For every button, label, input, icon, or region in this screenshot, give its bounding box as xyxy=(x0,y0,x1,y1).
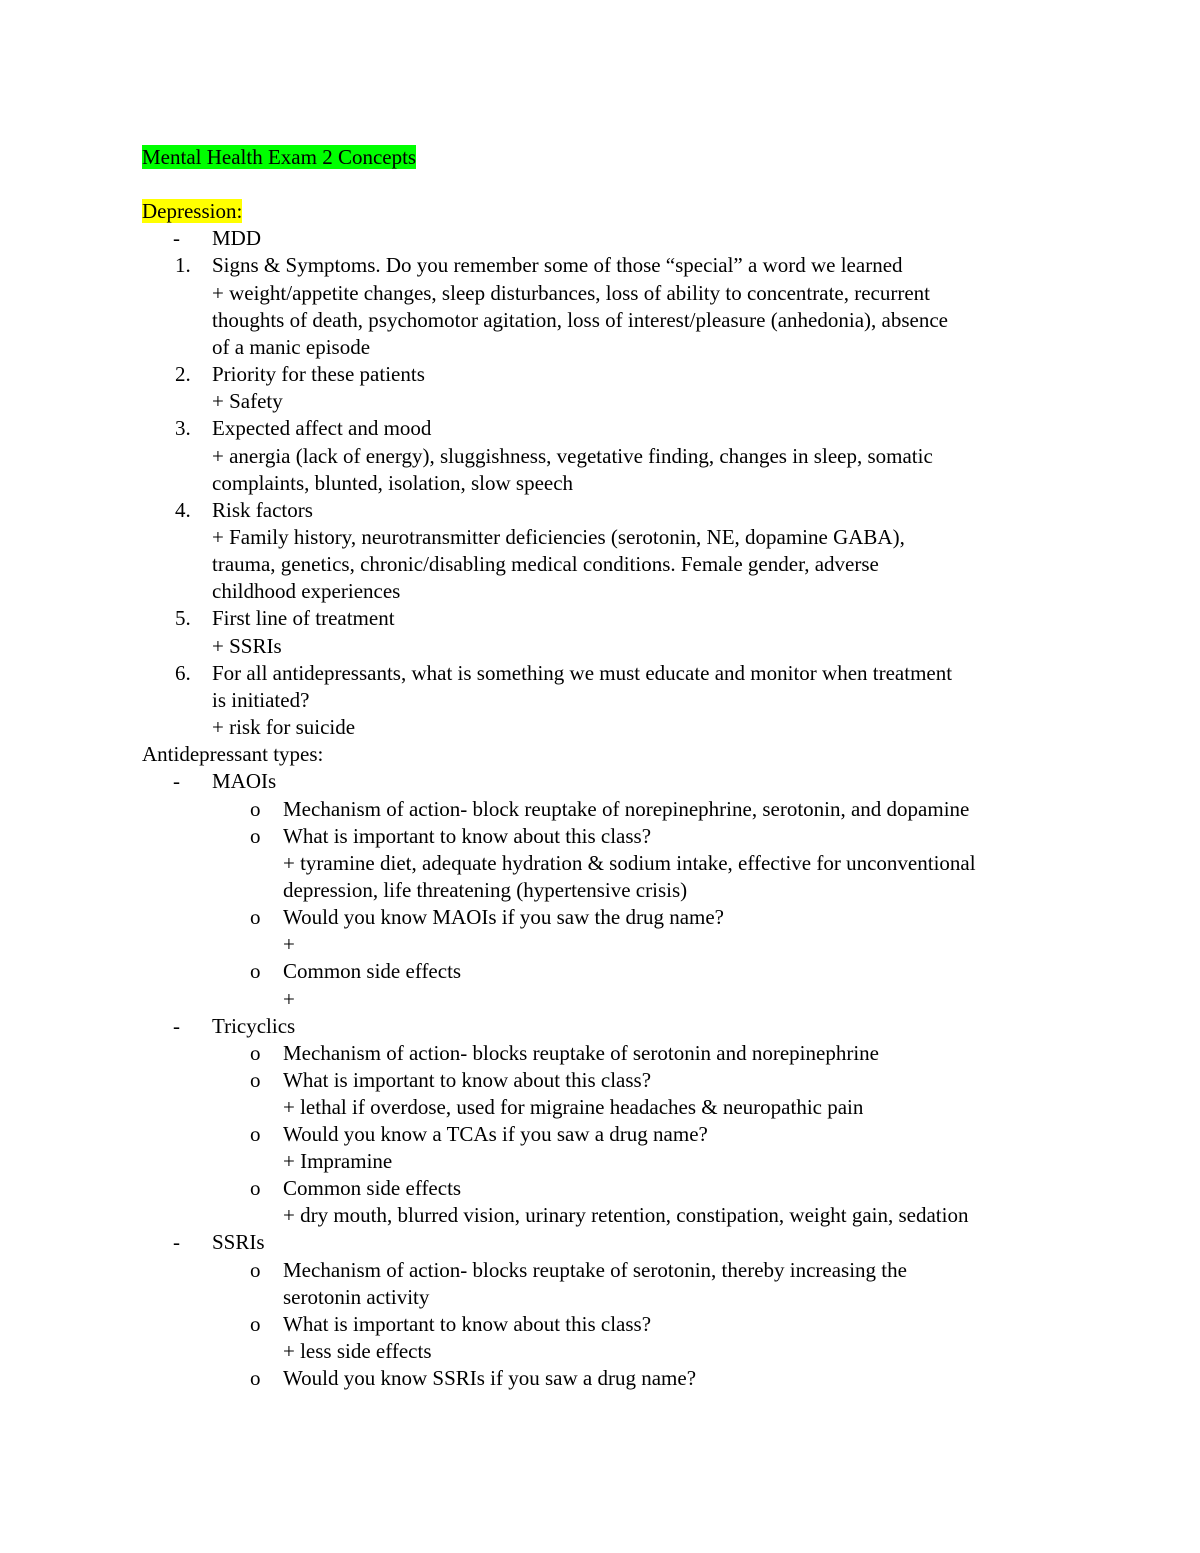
section-heading-depression: Depression: xyxy=(142,199,243,223)
question-text: Signs & Symptoms. Do you remember some of those “special” a word we learned xyxy=(212,253,903,277)
drug-class-name: MAOIs xyxy=(212,769,277,793)
section-heading-line xyxy=(142,198,242,225)
circle-bullet: o xyxy=(250,1122,261,1146)
class-item-text: + lethal if overdose, used for migraine headaches & neuropathic pain xyxy=(283,1095,864,1119)
answer-text: complaints, blunted, isolation, slow speech xyxy=(212,471,574,495)
class-item-text: Mechanism of action- blocks reuptake of serotonin and norepinephrine xyxy=(283,1041,879,1065)
class-item-text: What is important to know about this class? xyxy=(283,1068,652,1092)
class-item-text: + less side effects xyxy=(283,1339,432,1363)
class-item-text: + Impramine xyxy=(283,1149,393,1173)
question-text: Expected affect and mood xyxy=(212,416,432,440)
circle-bullet: o xyxy=(250,797,261,821)
circle-bullet: o xyxy=(250,905,261,929)
dash-bullet: - xyxy=(173,1230,180,1254)
class-item-text: Would you know SSRIs if you saw a drug name? xyxy=(283,1366,697,1390)
question-number: 4. xyxy=(175,498,191,522)
drug-class-name: SSRIs xyxy=(212,1230,265,1254)
circle-bullet: o xyxy=(250,1041,261,1065)
answer-text: + risk for suicide xyxy=(212,715,356,739)
answer-text: + SSRIs xyxy=(212,634,282,658)
dash-bullet: - xyxy=(173,226,180,250)
document-title: Mental Health Exam 2 Concepts xyxy=(142,145,417,169)
class-item-text: Mechanism of action- block reuptake of norepinephrine, serotonin, and dopamine xyxy=(283,797,970,821)
circle-bullet: o xyxy=(250,1176,261,1200)
dash-bullet: - xyxy=(173,769,180,793)
question-text: Priority for these patients xyxy=(212,362,425,386)
dash-bullet: - xyxy=(173,1014,180,1038)
question-number: 1. xyxy=(175,253,191,277)
class-item-text: Would you know MAOIs if you saw the drug name? xyxy=(283,905,724,929)
mdd-label: MDD xyxy=(212,226,262,250)
class-item-text: + tyramine diet, adequate hydration & sodium intake, effective for unconventional xyxy=(283,851,976,875)
class-item-text: What is important to know about this class? xyxy=(283,824,652,848)
question-number: 3. xyxy=(175,416,191,440)
class-item-text: Would you know a TCAs if you saw a drug name? xyxy=(283,1122,708,1146)
question-text: First line of treatment xyxy=(212,606,395,630)
antidepressant-types-heading: Antidepressant types: xyxy=(142,742,324,766)
class-item-text: + xyxy=(283,987,295,1011)
circle-bullet: o xyxy=(250,1366,261,1390)
class-item-text: Common side effects xyxy=(283,959,462,983)
class-item-text: + dry mouth, blurred vision, urinary retention, constipation, weight gain, sedation xyxy=(283,1203,969,1227)
question-text: For all antidepressants, what is something we must educate and monitor when treatment xyxy=(212,661,953,685)
answer-text: of a manic episode xyxy=(212,335,371,359)
answer-text: thoughts of death, psychomotor agitation, loss of interest/pleasure (anhedonia), absence xyxy=(212,308,948,332)
answer-text: childhood experiences xyxy=(212,579,401,603)
class-item-text: + xyxy=(283,932,295,956)
class-item-text: Common side effects xyxy=(283,1176,462,1200)
circle-bullet: o xyxy=(250,1312,261,1336)
class-item-text: depression, life threatening (hypertensive crisis) xyxy=(283,878,688,902)
answer-text: + Safety xyxy=(212,389,283,413)
drug-class-name: Tricyclics xyxy=(212,1014,296,1038)
question-number: 5. xyxy=(175,606,191,630)
document-title-line xyxy=(142,144,416,171)
answer-text: + weight/appetite changes, sleep disturbances, loss of ability to concentrate, recurrent xyxy=(212,281,931,305)
question-text: is initiated? xyxy=(212,688,310,712)
circle-bullet: o xyxy=(250,1258,261,1282)
answer-text: trauma, genetics, chronic/disabling medical conditions. Female gender, adverse xyxy=(212,552,879,576)
circle-bullet: o xyxy=(250,824,261,848)
circle-bullet: o xyxy=(250,959,261,983)
question-text: Risk factors xyxy=(212,498,313,522)
class-item-text: What is important to know about this class? xyxy=(283,1312,652,1336)
answer-text: + anergia (lack of energy), sluggishness, vegetative finding, changes in sleep, somatic xyxy=(212,444,933,468)
question-number: 6. xyxy=(175,661,191,685)
question-number: 2. xyxy=(175,362,191,386)
class-item-text: serotonin activity xyxy=(283,1285,430,1309)
answer-text: + Family history, neurotransmitter deficiencies (serotonin, NE, dopamine GABA), xyxy=(212,525,905,549)
circle-bullet: o xyxy=(250,1068,261,1092)
class-item-text: Mechanism of action- blocks reuptake of serotonin, thereby increasing the xyxy=(283,1258,907,1282)
